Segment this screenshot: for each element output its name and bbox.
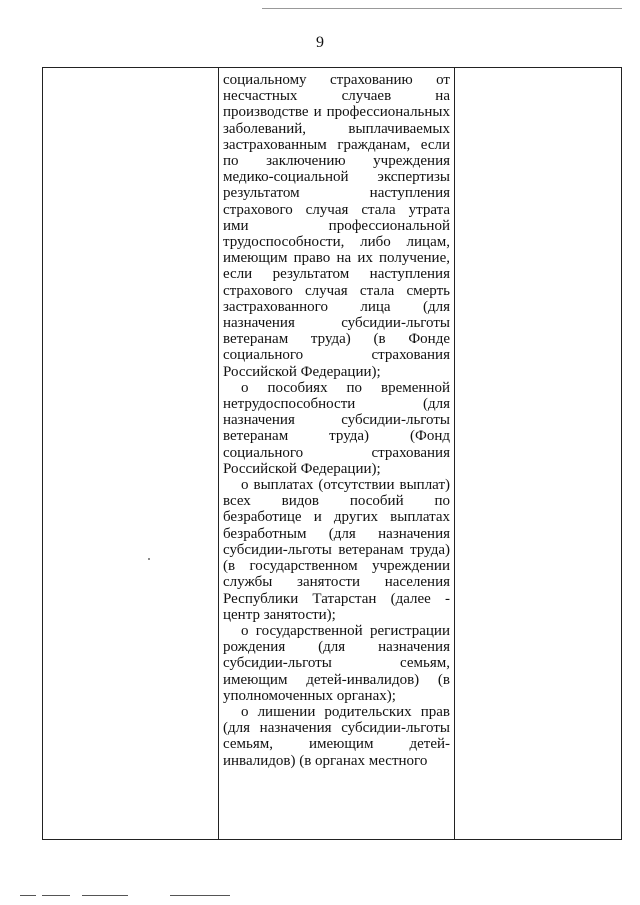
table-cell-left [43, 68, 219, 839]
table-paragraph: о выплатах (отсутствии выплат) всех видов пособий по безработице и других выплатах безработным (для назначения субсидии-льготы ветеранам труда) (в государственном учреждении службы занятости населения Республики Татарстан (далее - центр занятости); [223, 477, 450, 623]
table-cell-middle [219, 68, 455, 839]
table-paragraph: о государственной регистрации рождения (для назначения субсидии-льготы семьям, имеющим детей-инвалидов) (в уполномоченных органах); [223, 622, 450, 704]
document-table [42, 67, 622, 840]
header-rule [262, 8, 622, 9]
page-number: 9 [316, 34, 324, 51]
scan-speck [148, 558, 150, 560]
table-paragraph: о пособиях по временной нетрудоспособности (для назначения субсидии-льготы ветеранам труда) (Фонд социального страхования Российской Федерации); [223, 379, 450, 477]
scan-artifact-marks [20, 893, 240, 899]
table-paragraph: социальному страхованию от несчастных случаев на производстве и профессиональных заболеваний, выплачиваемых застрахованным гражданам, если по заключению учреждения медико-социальной экспертизы результатом наступления страхового случая стала утрата ими профессиональной трудоспособности, либо лицам, имеющим право на их получение, если результатом наступления страхового случая стала смерть застрахованного лица (для назначения субсидии-льготы ветеранам труда) (в Фонде социального страхования Российской Федерации); [223, 72, 450, 380]
table-paragraph: о лишении родительских прав (для назначения субсидии-льготы семьям, имеющим детей-инвалидов) (в органах местного [223, 703, 450, 769]
table-cell-right [455, 68, 621, 839]
